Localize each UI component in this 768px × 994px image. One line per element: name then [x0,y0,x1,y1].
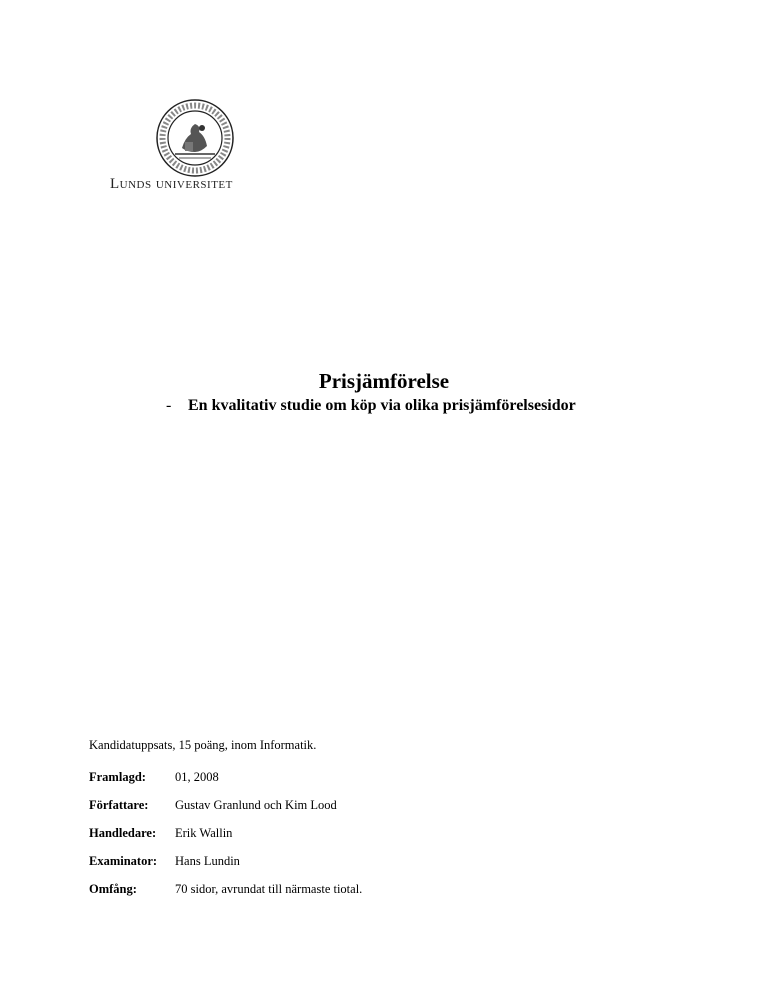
meta-value: 01, 2008 [175,770,219,784]
meta-label: Framlagd: [89,770,146,784]
university-wordmark: Lunds universitet [110,176,233,192]
meta-value: Hans Lundin [175,854,240,868]
meta-label: Handledare: [89,826,157,840]
university-logo [110,98,280,194]
meta-label: Omfång: [89,882,137,896]
meta-value: Erik Wallin [175,826,233,840]
thesis-type: Kandidatuppsats, 15 poäng, inom Informatik. [89,738,317,752]
thesis-title: Prisjämförelse [318,369,450,393]
meta-value: 70 sidor, avrundat till närmaste tiotal. [175,882,363,896]
meta-value: Gustav Granlund och Kim Lood [175,798,337,812]
university-seal-icon [155,98,235,178]
meta-label: Författare: [89,798,149,812]
subtitle-dash: - [166,397,172,414]
meta-label: Examinator: [89,854,158,868]
subtitle-text: En kvalitativ studie om köp via olika prisjämförelsesidor [188,397,576,414]
